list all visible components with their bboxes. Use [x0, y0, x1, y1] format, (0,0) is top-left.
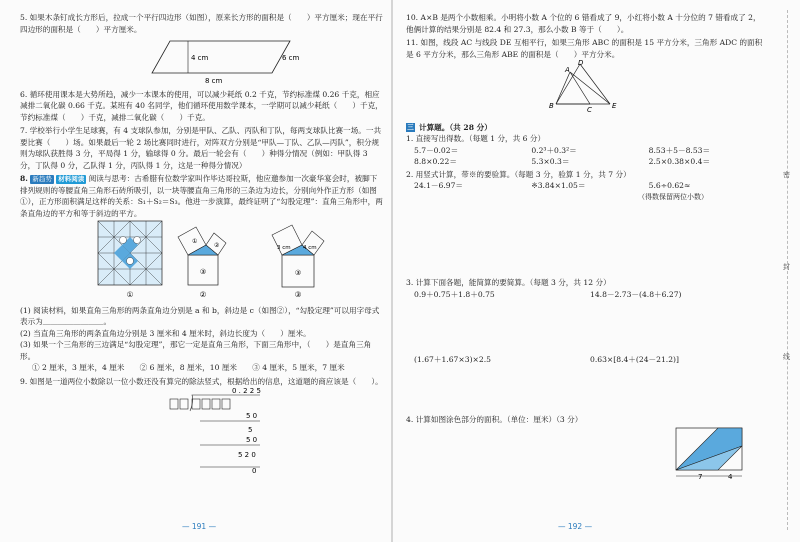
calc-1-item: 5.7－0.02＝: [414, 145, 459, 155]
figure-3-label: ③: [294, 290, 302, 299]
question-5: [20, 12, 384, 85]
q8-options: ① 2 厘米，3 厘米，4 厘米 ② 6 厘米，8 厘米，10 厘米 ③ 4 厘米，5 厘米，7 厘米: [32, 363, 345, 372]
calc-1: [406, 133, 766, 168]
svg-text:②: ②: [214, 242, 220, 249]
point-a: A: [565, 66, 570, 74]
question-11: [406, 37, 766, 116]
figure-3-345-squares: [272, 225, 324, 299]
page-right: [392, 0, 800, 542]
figure-1-tile-grid: [98, 221, 162, 299]
question-6: [20, 89, 384, 124]
point-c: C: [587, 106, 592, 114]
dim-4: 4: [728, 472, 733, 481]
calc-3-title: 3. 计算下面各题，能简算的要简算。（每题 3 分，共 12 分）: [406, 278, 611, 287]
label-4cm: 4 cm: [191, 54, 209, 62]
calc-2-note: （得数保留两位小数）: [638, 192, 708, 201]
dim-7: 7: [698, 472, 703, 481]
calc-3-item: (1.67＋1.67×3)×2.5: [414, 355, 491, 364]
tag-material-reading: 材料阅读: [58, 175, 85, 183]
tag-new-trend: 新趋势: [32, 175, 52, 183]
q7-text: 7. 学校举行小学生足球赛，有 4 支球队参加，分别是甲队、乙队、丙队和丁队，每两支球队比赛一场。一共要比赛（ ）场。如果最后一轮 2 场比赛同时进行，对阵双方分别是“甲队—丁队、乙队—丙队”，积分规则为球队获胜得 3 分，平局得 1 分，输球得 0 分。最后一轮会有（ ）种得分情况（例如：甲队得 3 分，丁队得 0 分，乙队得 1 分，丙队得 1 分，这是一种得分情况）: [20, 126, 382, 170]
div-row-5: 0: [252, 467, 257, 475]
svg-text:3 cm: 3 cm: [277, 245, 291, 251]
div-row-3: 5 0: [246, 436, 258, 444]
calc-2-item: 5.6÷0.62≈: [648, 181, 691, 190]
page-left: [0, 0, 392, 542]
figure-2-abc-squares: [178, 227, 226, 299]
label-6cm: 6 cm: [282, 54, 300, 62]
calc-4-title: 4. 计算如图涂色部分的面积。（单位：厘米）（3 分）: [406, 414, 583, 424]
svg-text:①: ①: [192, 238, 198, 245]
margin-char-xian: 线: [783, 353, 790, 361]
margin-char-mi: 密: [783, 171, 790, 179]
parallelogram-figure: [20, 35, 380, 85]
calc-1-item: 8.8×0.22＝: [414, 157, 457, 166]
margin-char-feng: 封: [783, 263, 790, 271]
question-10: [406, 12, 766, 35]
q8-text: 阅读与思考：古希腊有位数学家叫作毕达哥拉斯，他应邀参加一次豪华宴会时，被脚下排列规则的等腰直角三角形石砖所吸引，以一块等腰直角三角形的三条边为边长，分别向外作正方形（如图①），正方形面积满足这样的关系：S₁＋S₂＝S₃。他进一步演算，最终证明了“勾股定理”：直角三角形中，两条直角边的平方和等于斜边的平方。: [20, 174, 383, 218]
question-9: [20, 376, 384, 477]
q9-text: 9. 如图是一道两位小数除以一位小数还没有算完的除法竖式，根据给出的信息，这道题的商应该是（ ）。: [20, 376, 383, 386]
calc-2: [406, 169, 766, 278]
div-row-2: 5: [248, 426, 253, 434]
q8-sub1: (1) 阅读材料，如果直角三角形的两条直角边分别是 a 和 b，斜边是 c（如图②），“勾股定理”可以用字母式表示为＿＿＿＿＿＿＿＿。: [20, 305, 380, 326]
point-e: E: [612, 102, 617, 110]
division-figure: [20, 387, 380, 473]
shaded-area-figure: [406, 424, 766, 480]
question-7: [20, 125, 384, 171]
calc-3-item: 0.9＋0.75＋1.8＋0.75: [414, 289, 495, 299]
svg-text:4 cm: 4 cm: [303, 245, 317, 251]
seal-margin: [772, 0, 792, 542]
svg-text:③: ③: [199, 268, 207, 276]
div-row-4: 5 2 0: [238, 451, 256, 459]
label-8cm: 8 cm: [205, 77, 223, 85]
q8-number: 8.: [20, 174, 28, 183]
calc-4: [406, 414, 766, 481]
q6-text: 6. 循环使用课本是大势所趋，减少一本课本的使用，可以减少耗纸 0.2 千克，节约标准煤 0.26 千克，相应减排二氧化碳 0.66 千克。某班有 40 名同学，他们循环使用数学课本，一学期可以减少耗纸（ ）千克，节约标准煤（ ）千克，减排二氧化碳（ ）千克。: [20, 89, 383, 122]
question-8: [20, 173, 384, 374]
point-d: D: [578, 59, 584, 67]
section-3-title: 计算题。（共 28 分）: [419, 122, 492, 132]
triangle-figure: [406, 60, 746, 112]
page-number-right: — 192 —: [558, 521, 593, 531]
div-quotient: 0 . 2 2 5: [232, 387, 261, 395]
calc-1-item: 8.53＋5－8.53＝: [648, 145, 711, 155]
calc-1-item: 0.2³＋0.3²＝: [531, 145, 577, 155]
calc-2-item: 24.1－6.97＝: [414, 181, 464, 190]
calc-1-item: 5.3×0.3＝: [531, 157, 570, 166]
section-3-number: 三: [407, 122, 414, 131]
pythagoras-figures: [20, 219, 380, 301]
calc-3-item: 0.63×[8.4＋(24－21.2)]: [590, 355, 679, 364]
point-b: B: [549, 102, 554, 110]
svg-text:③: ③: [294, 269, 302, 277]
q8-sub3: (3) 如果一个三角形的三边满足“勾股定理”，那它一定是直角三角形，下面三角形中，（ ）是直角三角形。: [20, 340, 372, 361]
q11-text: 11. 如图，线段 AC 与线段 DE 互相平行，如果三角形 ABC 的面积是 15 平方分米，三角形 ADC 的面积是 6 平方分米，那么三角形 ABE 的面积是（ ）平方分米。: [406, 38, 763, 59]
q10-text: 10. A×B 是两个小数相乘。小明将小数 A 个位的 6 错看成了 9，小红将小数 A 十分位的 7 错看成了 2，他俩计算的结果分别是 82.4 和 27.3，那么小数 B 等于（ ）。: [406, 13, 761, 34]
calc-1-title: 1. 直接写出得数。（每题 1 分，共 6 分）: [406, 134, 546, 143]
q5-text: 5. 如果木条钉成长方形后，拉成一个平行四边形（如图），原来长方形的面积是（ ）平方厘米；现在平行四边形的面积是（ ）平方厘米。: [20, 13, 383, 34]
figure-1-label: ①: [126, 290, 134, 299]
calc-3-item: 14.8－2.73－(4.8＋6.27): [590, 289, 682, 299]
calc-1-item: 2.5×0.38×0.4＝: [648, 157, 711, 166]
calc-2-title: 2. 用竖式计算，带※的要验算。（每题 3 分，验算 1 分，共 7 分）: [406, 169, 631, 179]
div-row-1: 5 0: [246, 412, 258, 420]
section-3-heading: [406, 122, 766, 134]
calc-2-item: ※3.84×1.05＝: [531, 181, 586, 190]
calc-3: [406, 277, 766, 414]
q8-sub2: (2) 当直角三角形的两条直角边分别是 3 厘米和 4 厘米时，斜边长度为（ ）厘米。: [20, 328, 311, 338]
figure-2-label: ②: [199, 290, 207, 299]
page-number-left: — 191 —: [182, 521, 217, 531]
